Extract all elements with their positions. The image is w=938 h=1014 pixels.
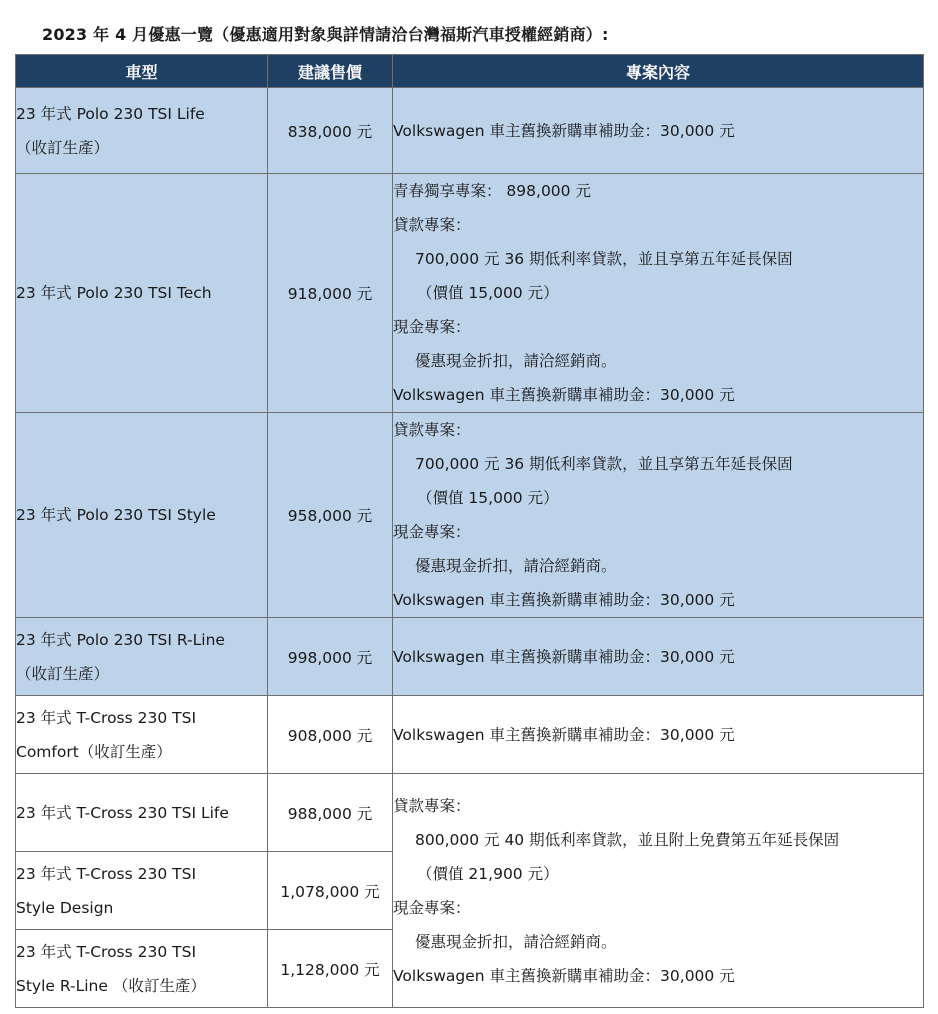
model-name: 23 年式 Polo 230 TSI Tech <box>16 284 212 302</box>
model-name: 23 年式 Polo 230 TSI Style <box>16 506 216 524</box>
table-row <box>16 618 924 696</box>
price-cell: 908,000 元 <box>268 696 393 774</box>
detail-cell <box>393 696 924 774</box>
model-name: 23 年式 T-Cross 230 TSI Life <box>16 803 229 822</box>
detail-line: （價值 21,900 元） <box>417 864 559 883</box>
model-cell <box>16 774 268 852</box>
detail-line: 優惠現金折扣，請洽經銷商。 <box>415 557 617 575</box>
price-cell: 998,000 元 <box>268 618 393 696</box>
price-cell: 1,078,000 元 <box>268 852 393 930</box>
detail-line: 優惠現金折扣，請洽經銷商。 <box>415 932 617 951</box>
detail-line: Volkswagen 車主舊換新購車補助金：30,000 元 <box>393 966 735 985</box>
model-note: （收訂生產） <box>16 664 110 683</box>
header-details: 專案內容 <box>393 55 924 88</box>
model-name: 23 年式 T-Cross 230 TSI <box>16 942 197 961</box>
model-note: （收訂生產） <box>16 138 110 157</box>
model-note: Comfort（收訂生產） <box>16 742 172 761</box>
detail-line: 貸款專案： <box>393 421 471 439</box>
detail-line: 700,000 元 36 期低利率貸款，並且享第五年延長保固 <box>415 250 793 268</box>
page-title: 2023 年 4 月優惠一覽（優惠適用對象與詳情請洽台灣福斯汽車授權經銷商）: <box>42 25 609 44</box>
detail-line: 貸款專案： <box>393 796 471 815</box>
price-cell: 958,000 元 <box>268 413 393 618</box>
table-row <box>16 174 924 413</box>
detail-line: Volkswagen 車主舊換新購車補助金：30,000 元 <box>393 121 735 140</box>
detail-line: 貸款專案： <box>393 216 471 234</box>
detail-line: 700,000 元 36 期低利率貸款，並且享第五年延長保固 <box>415 455 793 473</box>
detail-line: Volkswagen 車主舊換新購車補助金：30,000 元 <box>393 647 735 666</box>
model-name: 23 年式 T-Cross 230 TSI <box>16 864 197 883</box>
model-cell <box>16 618 268 696</box>
promotion-table <box>15 54 924 1008</box>
model-cell <box>16 696 268 774</box>
table-row <box>16 413 924 618</box>
detail-line: 800,000 元 40 期低利率貸款，並且附上免費第五年延長保固 <box>415 830 840 849</box>
detail-cell <box>393 174 924 413</box>
detail-line: 現金專案： <box>393 898 471 917</box>
price-cell: 988,000 元 <box>268 774 393 852</box>
model-name: 23 年式 T-Cross 230 TSI <box>16 708 197 727</box>
detail-line: Volkswagen 車主舊換新購車補助金：30,000 元 <box>393 725 735 744</box>
model-cell <box>16 88 268 174</box>
detail-line: Volkswagen 車主舊換新購車補助金：30,000 元 <box>393 591 735 609</box>
detail-line: （價值 15,000 元） <box>417 489 559 507</box>
price-cell: 838,000 元 <box>268 88 393 174</box>
detail-line: Volkswagen 車主舊換新購車補助金：30,000 元 <box>393 386 735 404</box>
price-cell: 1,128,000 元 <box>268 930 393 1008</box>
table-row <box>16 696 924 774</box>
detail-line: 現金專案： <box>393 523 471 541</box>
model-cell <box>16 852 268 930</box>
header-model: 車型 <box>16 55 268 88</box>
model-cell <box>16 930 268 1008</box>
detail-line: 青春獨享專案： 898,000 元 <box>393 182 591 200</box>
model-note: Style R-Line （收訂生產） <box>16 976 206 995</box>
table-header-row <box>16 55 924 88</box>
table-row <box>16 88 924 174</box>
detail-line: 現金專案： <box>393 318 471 336</box>
table-row <box>16 774 924 852</box>
price-cell: 918,000 元 <box>268 174 393 413</box>
model-cell <box>16 413 268 618</box>
detail-line: （價值 15,000 元） <box>417 284 559 302</box>
header-price: 建議售價 <box>268 55 393 88</box>
detail-cell <box>393 413 924 618</box>
model-name: 23 年式 Polo 230 TSI R-Line <box>16 630 225 649</box>
detail-line: 優惠現金折扣，請洽經銷商。 <box>415 352 617 370</box>
shared-detail-cell <box>393 774 924 1008</box>
model-note: Style Design <box>16 898 114 917</box>
model-name: 23 年式 Polo 230 TSI Life <box>16 104 205 123</box>
detail-cell <box>393 88 924 174</box>
detail-cell <box>393 618 924 696</box>
model-cell <box>16 174 268 413</box>
